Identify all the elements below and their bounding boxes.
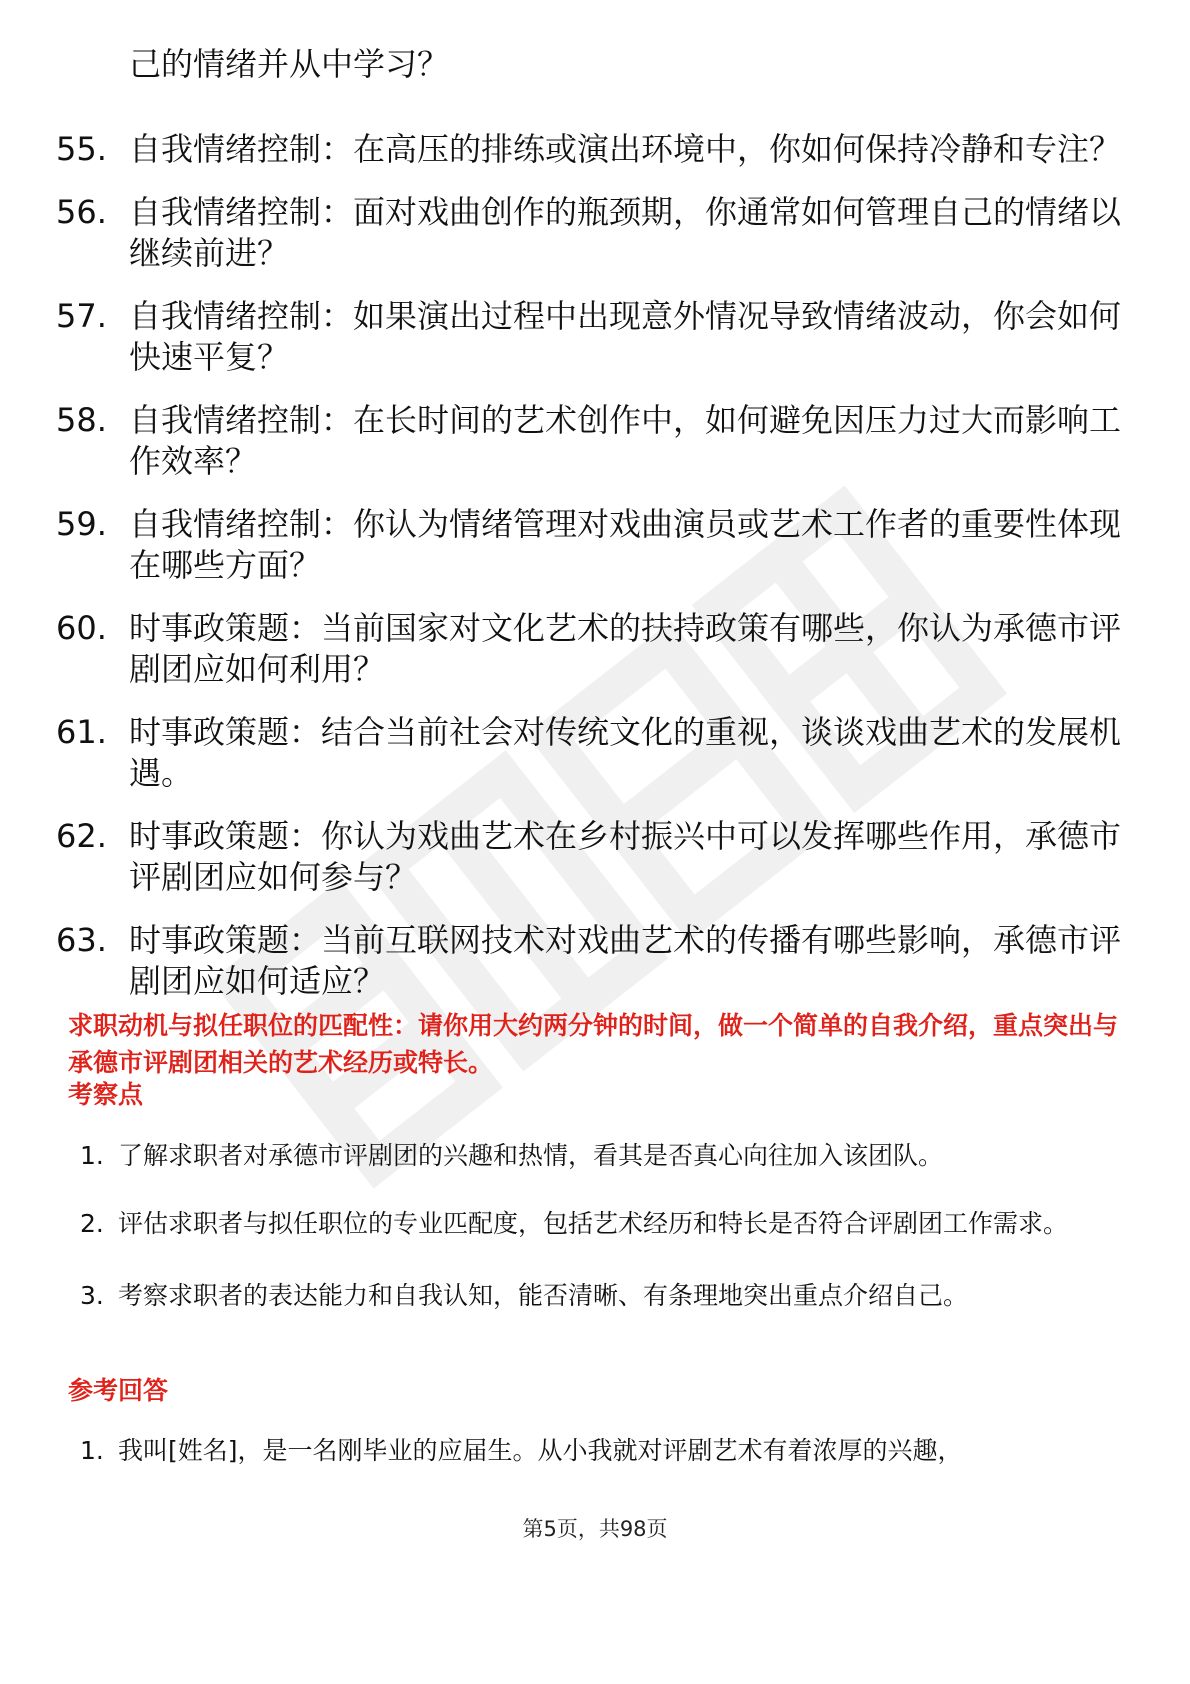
- question-item: [56, 504, 1136, 586]
- question-number: 55.: [56, 130, 107, 168]
- question-item: [56, 608, 1136, 690]
- exam-point-item: [80, 1195, 1130, 1253]
- question-number: 57.: [56, 297, 107, 335]
- question-number: 60.: [56, 609, 107, 647]
- answer-number: 1.: [80, 1436, 104, 1465]
- exam-point-item: [80, 1139, 1130, 1173]
- question-item: [56, 816, 1136, 898]
- reference-answer-list: [80, 1434, 1130, 1494]
- question-item: [56, 129, 1136, 170]
- exam-point-number: 1.: [80, 1141, 104, 1170]
- page-footer: 第5页，共98页: [522, 1517, 668, 1541]
- question-text: 时事政策题：当前互联网技术对戏曲艺术的传播有哪些影响，承德市评剧团应如何适应？: [129, 921, 1122, 1000]
- exam-point-item: [80, 1279, 1130, 1313]
- exam-point-text: 评估求职者与拟任职位的专业匹配度，包括艺术经历和特长是否符合评剧团工作需求。: [118, 1209, 1069, 1238]
- exam-points-list: [80, 1139, 1130, 1339]
- exam-point-number: 2.: [80, 1209, 104, 1238]
- question-continuation: 己的情绪并从中学习？: [129, 45, 450, 83]
- question-text: 时事政策题：你认为戏曲艺术在乡村振兴中可以发挥哪些作用，承德市评剧团应如何参与？: [129, 817, 1122, 896]
- question-item: [56, 920, 1136, 1002]
- question-number: 59.: [56, 505, 107, 543]
- question-number: 58.: [56, 401, 107, 439]
- exam-points-heading: 考察点: [68, 1080, 144, 1109]
- question-item: [56, 712, 1136, 794]
- question-text: 自我情绪控制：你认为情绪管理对戏曲演员或艺术工作者的重要性体现在哪些方面？: [129, 505, 1122, 584]
- question-text: 时事政策题：当前国家对文化艺术的扶持政策有哪些，你认为承德市评剧团应如何利用？: [129, 609, 1122, 688]
- question-text: 自我情绪控制：面对戏曲创作的瓶颈期，你通常如何管理自己的情绪以继续前进？: [129, 193, 1122, 272]
- question-item: [56, 296, 1136, 378]
- question-number: 63.: [56, 921, 107, 959]
- exam-point-number: 3.: [80, 1281, 104, 1310]
- question-number: 56.: [56, 193, 107, 231]
- question-text: 时事政策题：结合当前社会对传统文化的重视，谈谈戏曲艺术的发展机遇。: [129, 713, 1122, 792]
- question-text: 自我情绪控制：如果演出过程中出现意外情况导致情绪波动，你会如何快速平复？: [129, 297, 1122, 376]
- question-item: [56, 400, 1136, 482]
- question-number: 61.: [56, 713, 107, 751]
- exam-point-text: 了解求职者对承德市评剧团的兴趣和热情，看其是否真心向往加入该团队。: [118, 1141, 944, 1170]
- question-text: 自我情绪控制：在长时间的艺术创作中，如何避免因压力过大而影响工作效率？: [129, 401, 1122, 480]
- question-item: [56, 192, 1136, 274]
- reference-answer-heading: 参考回答: [68, 1376, 169, 1405]
- question-text: 自我情绪控制：在高压的排练或演出环境中，你如何保持冷静和专注？: [129, 130, 1122, 168]
- answer-text: 我叫[姓名]，是一名刚毕业的应届生。从小我就对评剧艺术有着浓厚的兴趣，: [118, 1436, 963, 1465]
- motive-question: 求职动机与拟任职位的匹配性：请你用大约两分钟的时间，做一个简单的自我介绍，重点突出与承德市评剧团相关的艺术经历或特长。: [68, 1011, 1119, 1077]
- answer-item: [80, 1434, 1130, 1468]
- question-list: [56, 44, 1136, 1002]
- exam-point-text: 考察求职者的表达能力和自我认知，能否清晰、有条理地突出重点介绍自己。: [118, 1281, 969, 1310]
- question-number: 62.: [56, 817, 107, 855]
